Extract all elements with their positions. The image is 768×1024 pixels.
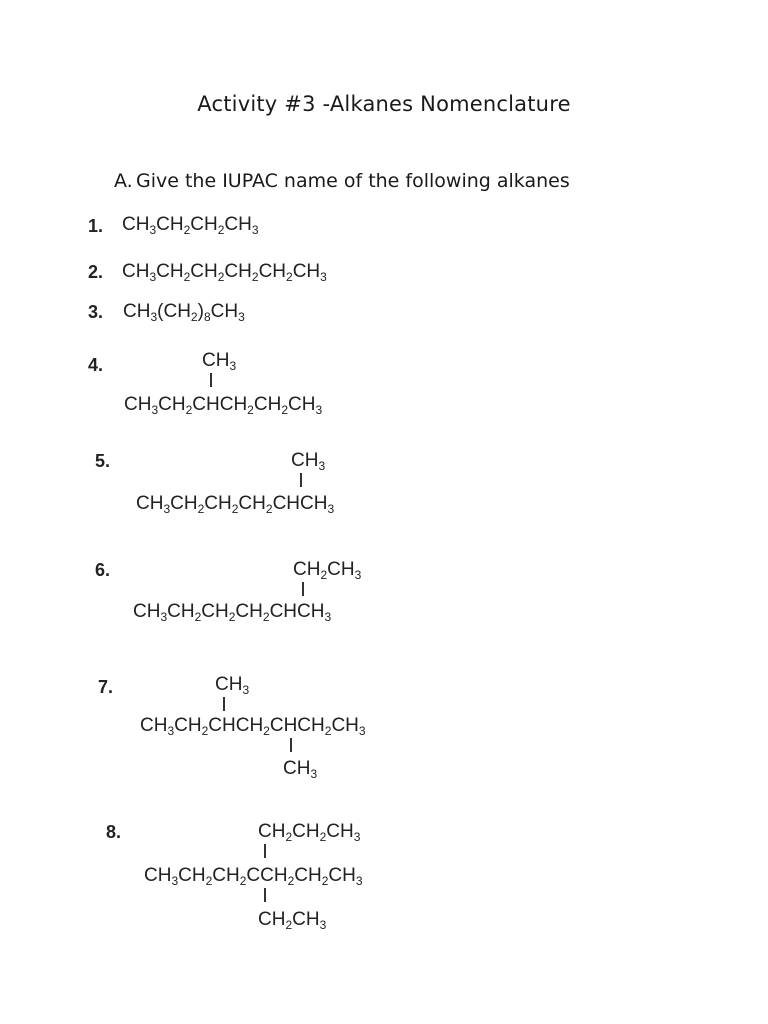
section-letter: A.	[114, 170, 133, 192]
problem-6-main-chain: $CH_3CH_2CH_2CH_2CHCH_3$	[133, 601, 332, 624]
problem-7-top-substituent: $CH_3$	[215, 674, 250, 697]
problem-5-top-substituent: $CH_3$	[291, 450, 326, 473]
problem-5-bond	[300, 473, 302, 487]
problem-4-main-chain: $CH_3CH_2CHCH_2CH_2CH_3$	[124, 394, 323, 417]
problem-5-main-chain: $CH_3CH_2CH_2CH_2CHCH_3$	[136, 493, 335, 516]
problem-8-main-chain: $CH_3CH_2CH_2CCH_2CH_2CH_3$	[144, 865, 363, 888]
problem-7-main-chain: $CH_3CH_2CHCH_2CHCH_2CH_3$	[140, 715, 366, 738]
problem-7-top-bond	[223, 697, 225, 711]
problem-2-formula: $CH_3CH_2CH_2CH_2CH_2CH_3$	[122, 261, 327, 284]
problem-8-top-substituent: $CH_2CH_2CH_3$	[258, 821, 361, 844]
problem-7-bottom-substituent: $CH_3$	[283, 758, 318, 781]
instruction	[114, 170, 570, 192]
instruction-text: Give the IUPAC name of the following alkanes	[136, 170, 570, 192]
problem-number-7: 7.	[98, 677, 114, 697]
problem-number-6: 6.	[95, 560, 111, 580]
problem-number-5: 5.	[95, 451, 111, 471]
problem-1-formula: $CH_3CH_2CH_2CH_3$	[122, 214, 259, 237]
problem-6-top-substituent: $CH_2CH_3$	[293, 559, 362, 582]
problem-4-bond	[210, 373, 212, 387]
page-title: Activity #3 -Alkanes Nomenclature	[197, 92, 571, 116]
problem-number-8: 8.	[106, 822, 122, 842]
problem-7-bottom-bond	[290, 738, 292, 752]
problem-number-4: 4.	[88, 355, 104, 375]
problem-number-1: 1.	[88, 216, 104, 236]
problem-8-top-bond	[264, 844, 266, 858]
problem-8-bottom-bond	[264, 888, 266, 902]
problem-6-bond	[302, 582, 304, 596]
problem-4-top-substituent: $CH_3$	[202, 350, 237, 373]
problem-3-formula: $CH_3(CH_2)_8CH_3$	[123, 301, 245, 324]
problem-8-bottom-substituent: $CH_2CH_3$	[258, 909, 327, 932]
problem-number-3: 3.	[88, 302, 104, 322]
problem-number-2: 2.	[88, 262, 104, 282]
